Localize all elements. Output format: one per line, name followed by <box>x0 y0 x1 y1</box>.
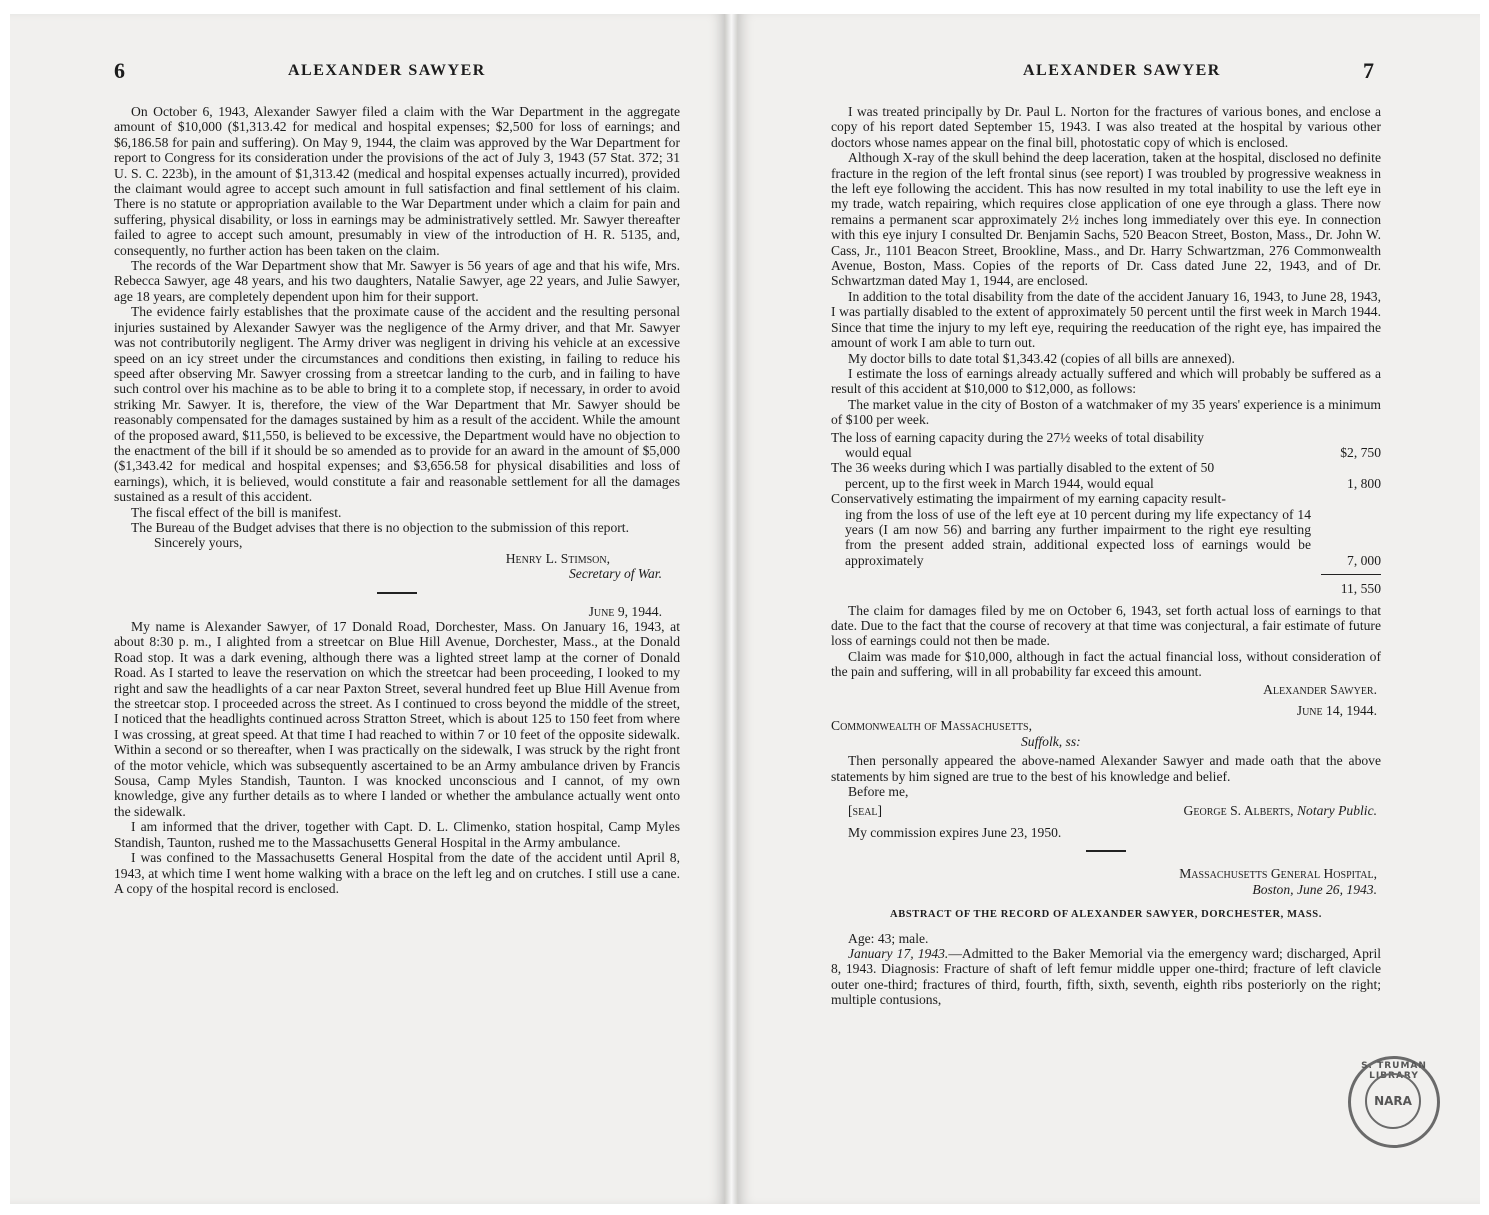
affidavit-date: June 14, 1944. <box>1296 703 1377 719</box>
paragraph: Then personally appeared the above-named Alexander Sawyer and made oath that the above statements by him signed are true to the best of his knowledge and belief. <box>831 753 1381 784</box>
paragraph: The evidence fairly establishes that the proximate cause of the accident and the resulting personal injuries sustained by Alexander Sawyer was the negligence of the Army driver, and that Mr. Sawyer was not contributorily negligent. The Army driver was negligent in driving his vehicle at an excessive speed on an icy street under the circumstances and conditions then existing, in failing to reduce his speed after observing Mr. Sawyer crossing from a streetcar landing to the curb, and in failing to have such control over his machine as to be able to bring it to a complete stop, if necessary, in order to avoid striking Mr. Sawyer. It is, therefore, the view of the War Department that Mr. Sawyer should be reasonably compensated for the damages sustained by him as a result of the accident. While the amount of the proposed award, $11,550, is believed to be excessive, the Department would have no objection to the enactment of the bill if it should be so amended as to provide for an award in the amount of $5,000 ($1,343.42 for medical and hospital expenses; and $3,656.58 for physical disabilities and loss of earnings), which, it is believed, would constitute a fair and reasonable settlement for all the damages sustained as a result of this accident. <box>114 304 680 505</box>
paragraph: The Bureau of the Budget advises that there is no objection to the submission of this report. <box>131 519 629 535</box>
affiant-name: Alexander Sawyer. <box>1263 681 1377 697</box>
ledger-row <box>831 430 1381 461</box>
ledger-row <box>831 460 1381 491</box>
ledger-desc-cont: would equal <box>845 444 912 460</box>
paragraph: The claim for damages filed by me on October 6, 1943, set forth actual loss of earnings to that date. Due to the fact that the course of recovery at that time was conjectural, a fair estimate of future loss of earnings could not then be made. <box>831 602 1381 649</box>
right-body <box>831 104 1381 1008</box>
page-right <box>738 14 1480 1204</box>
venue-state: Commonwealth of Massachusetts, <box>831 718 1032 734</box>
section-divider <box>1086 850 1126 852</box>
paragraph: I was treated principally by Dr. Paul L. Norton for the fractures of various bones, and enclose a copy of his report dated September 15, 1943. I was also treated at the hospital by various other doctors whose names appear on the final bill, photostatic copy of which is enclosed. <box>831 104 1381 150</box>
paragraph: The records of the War Department show that Mr. Sawyer is 56 years of age and that his wife, Mrs. Rebecca Sawyer, age 48 years, and his two daughters, Natalie Sawyer, age 22 years, and Julie Sawyer, age 18 years, are completely dependent upon him for their support. <box>114 258 680 304</box>
left-body <box>114 104 680 896</box>
paragraph: I estimate the loss of earnings already actually suffered and which will probably be suffered as a result of this accident at $10,000 to $12,000, as follows: <box>831 365 1381 397</box>
venue-county: Suffolk, ss: <box>1021 733 1081 749</box>
earnings-ledger <box>831 430 1381 597</box>
stamp-ring-text: S. TRUMAN LIBRARY <box>1361 1061 1427 1081</box>
paragraph: My doctor bills to date total $1,343.42 (copies of all bills are annexed). <box>848 350 1235 366</box>
running-head: ALEXANDER SAWYER <box>1023 62 1221 79</box>
ledger-amount: $2, 750 <box>1340 444 1381 460</box>
hospital-name: Massachusetts General Hospital, <box>1179 866 1377 882</box>
ledger-amount: 1, 800 <box>1347 475 1381 491</box>
page-number: 7 <box>1363 58 1374 83</box>
total-rule <box>1321 574 1381 575</box>
record-date: January 17, 1943. <box>848 945 949 961</box>
running-head: ALEXANDER SAWYER <box>288 62 486 79</box>
notary-line <box>831 803 1381 818</box>
paragraph: I was confined to the Massachusetts General Hospital from the date of the accident until April 8, 1943, at which time I went home walking with a brace on the left leg and on crutches. I still use a cane. A copy of the hospital record is enclosed. <box>114 850 680 896</box>
paragraph: My name is Alexander Sawyer, of 17 Donald Road, Dorchester, Mass. On January 16, 1943, at about 8:30 p. m., I alighted from a streetcar on Blue Hill Avenue, Dorchester, Mass., at the Donald Road stop. It was a dark evening, although there was a lighted street lamp at the corner of Donald Road. As I started to leave the reservation on which the streetcar had been proceeding, I looked to my right and saw the headlights of a car near Paxton Street, several hundred feet up Blue Hill Avenue from the streetcar stop. I proceeded across the street. As I continued to cross beyond the middle of the street, I noticed that the headlights continued across Stratton Street, which is about 125 to 150 feet from where I was crossing, at great speed. At that time I had reached to within 7 or 10 feet of the opposite sidewalk. Within a second or so thereafter, when I was practically on the sidewalk, I was struck by the right front of the motor vehicle, which was subsequently ascertained to be an Army ambulance driven by Francis Sousa, Camp Myles Standish, Taunton. I was knocked unconscious and I cannot, of my own knowledge, give any further details as to where I landed or whether the ambulance actually went onto the sidewalk. <box>114 619 680 819</box>
paragraph: On October 6, 1943, Alexander Sawyer filed a claim with the War Department in the aggregate amount of $10,000 ($1,313.42 for medical and hospital expenses; $2,500 for loss of earnings; and $6,186.58 for pain and suffering). On May 9, 1944, the claim was approved by the War Department for report to Congress for its consideration under the provisions of the act of July 3, 1943 (57 Stat. 372; 31 U. S. C. 223b), in the amount of $1,313.42 (medical and hospital expenses actually incurred), provided the claimant would agree to accept such amount in full satisfaction and final settlement of his claim. There is no statute or appropriation available to the War Department under which a claim for pain and suffering, physical disability, or loss in earnings may be administratively settled. Mr. Sawyer thereafter failed to agree to accept such amount, presumably in view of the introduction of H. R. 5135, and, consequently, no further action has been taken on the claim. <box>114 104 680 258</box>
ledger-total: 11, 550 <box>1340 581 1381 597</box>
document-spread <box>10 14 1480 1204</box>
paragraph: The fiscal effect of the bill is manifest. <box>131 504 342 520</box>
ledger-desc-cont: percent, up to the first week in March 1944, would equal <box>845 475 1154 491</box>
before-me: Before me, <box>848 784 909 800</box>
section-divider <box>377 592 417 594</box>
book-gutter <box>725 14 738 1204</box>
closing: Sincerely yours, <box>154 535 243 551</box>
ledger-desc: Conservatively estimating the impairment of my earning capacity result- <box>831 491 1226 507</box>
stamp-center: NARA <box>1365 1073 1421 1129</box>
page-number: 6 <box>114 58 125 83</box>
truman-library-stamp <box>1348 1056 1440 1148</box>
commission-expiry: My commission expires June 23, 1950. <box>848 824 1062 840</box>
notary-name: George S. Alberts, <box>1183 803 1294 819</box>
ledger-amount: 7, 000 <box>1347 552 1381 568</box>
page-left <box>10 14 725 1204</box>
ledger-desc-cont: ing from the loss of use of the left eye at 10 percent during my life expectancy of 14 years (I am now 56) and barring any further impairment to the right eye resulting from the present added strain, additional expected loss of earnings would be approximately <box>845 506 1311 568</box>
signer-name: Henry L. Stimson, <box>505 550 610 566</box>
paragraph: Claim was made for $10,000, although in fact the actual financial loss, without consideration of the pain and suffering, will in all probability far exceed this amount. <box>831 648 1381 680</box>
signer-title: Secretary of War. <box>568 566 662 582</box>
patient-age: Age: 43; male. <box>848 930 929 946</box>
paragraph: The market value in the city of Boston of a watchmaker of my 35 years' experience is a minimum of $100 per week. <box>831 396 1381 428</box>
record-entry <box>831 946 1381 1008</box>
paragraph: I am informed that the driver, together with Capt. D. L. Climenko, station hospital, Camp Myles Standish, Taunton, rushed me to the Massachusetts General Hospital in the Army ambulance. <box>114 819 680 850</box>
ledger-row <box>831 491 1381 568</box>
hospital-date: Boston, June 26, 1943. <box>1252 881 1377 897</box>
paragraph: In addition to the total disability from the date of the accident January 16, 1943, to June 28, 1943, I was partially disabled to the extent of approximately 50 percent until the first week in March 1944. Since that time the injury to my left eye, requiring the reeducation of the right eye, has impaired the amount of work I am able to turn out. <box>831 288 1381 351</box>
ledger-desc: The 36 weeks during which I was partially disabled to the extent of 50 <box>831 460 1215 476</box>
notary-title: Notary Public. <box>1296 803 1377 819</box>
abstract-title: ABSTRACT OF THE RECORD OF ALEXANDER SAWYER, DORCHESTER, MASS. <box>890 909 1322 921</box>
paragraph: Although X-ray of the skull behind the deep laceration, taken at the hospital, disclosed no definite fracture in the region of the left frontal sinus (see report) I was troubled by progressive weakness in the left eye following the accident. This has now resulted in my total inability to use the left eye in my trade, watch repairing, which requires close application of one eye through a glass. There now remains a permanent scar approximately 2½ inches long immediately over this eye. In connection with this eye injury I consulted Dr. Benjamin Sachs, 520 Beacon Street, Boston, Mass., Dr. John W. Cass, Jr., 1101 Beacon Street, Brookline, Mass., and Dr. Harry Schwartzman, 276 Commonwealth Avenue, Boston, Mass. Copies of the reports of Dr. Cass dated June 22, 1943, and of Dr. Schwartzman dated May 1, 1944, are enclosed. <box>831 150 1381 289</box>
ledger-desc: The loss of earning capacity during the 27½ weeks of total disability <box>831 429 1204 445</box>
statement-date: June 9, 1944. <box>588 603 662 619</box>
record-text: —Admitted to the Baker Memorial via the emergency ward; discharged, April 8, 1943. Diagnosis: Fracture of shaft of left femur middle upper one-third; fracture of left clavicle outer one-third; fractures of third, fourth, fifth, sixth, seventh, eighth ribs posteriorly on the right; multiple contusions, <box>831 945 1382 1008</box>
seal-label: [seal] <box>848 803 883 819</box>
